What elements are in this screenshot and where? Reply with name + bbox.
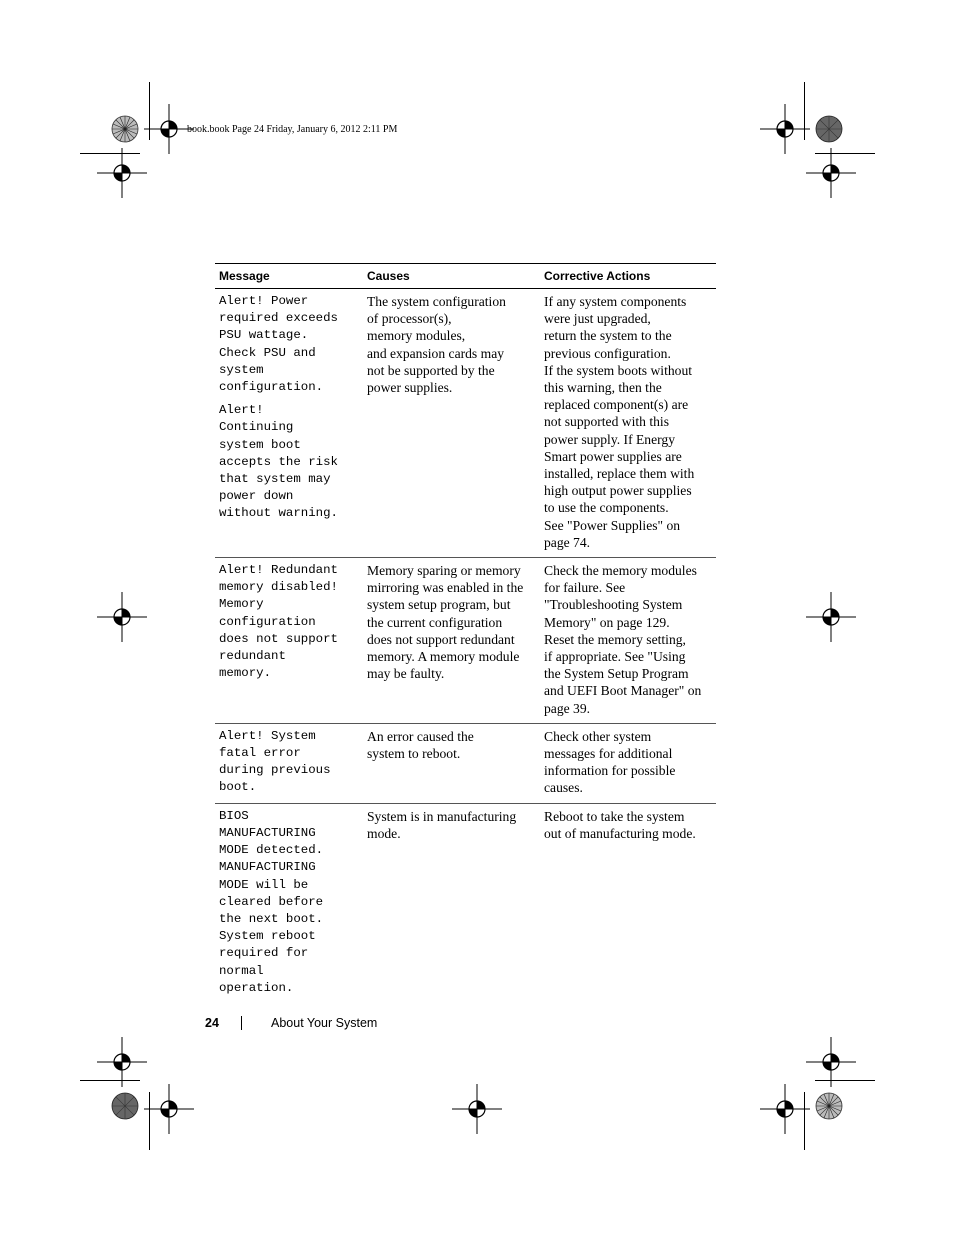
action-text: If any system components were just upgraded, return the system to the previous configuration. If the system boots without this warning, then the replaced component(s) are not supported with this power supply. If Energy Smart power supplies are installed, replace them with high output power supplies to use the components. See "Power Supplies" on page 74.: [544, 294, 695, 550]
print-slug: book.book Page 24 Friday, January 6, 2012 2:11 PM: [187, 124, 398, 135]
page-number: 24: [205, 1016, 219, 1030]
registration-mark-icon: [760, 104, 810, 154]
message-text: BIOS MANUFACTURING MODE detected. MANUFACTURING MODE will be cleared before the next boot. System reboot required for normal operation.: [219, 808, 324, 995]
registration-mark-icon: [760, 1084, 810, 1134]
cause-text: An error caused the system to reboot.: [367, 728, 474, 762]
registration-mark-icon: [144, 1084, 194, 1134]
action-cell: [544, 289, 716, 557]
crop-mark: [804, 1092, 805, 1150]
message-text: Alert! Continuing system boot accepts the risk that system may power down without warning.: [219, 403, 338, 521]
action-cell: [544, 804, 716, 1003]
crop-mark: [149, 1092, 150, 1150]
cause-cell: [367, 289, 544, 557]
table-row: [215, 289, 716, 558]
table-header: [215, 263, 716, 289]
crop-mark: [149, 82, 150, 140]
message-text: Alert! System fatal error during previous boot.: [219, 728, 331, 795]
crop-mark: [804, 82, 805, 140]
section-title: About Your System: [271, 1016, 378, 1030]
cause-text: Memory sparing or memory mirroring was enabled in the system setup program, but the current configuration does not support redundant memory. A memory module may be faulty.: [367, 563, 524, 682]
cause-text: The system configuration of processor(s), memory modules, and expansion cards may not be supported by the power supplies.: [367, 294, 506, 396]
table-row: [215, 558, 716, 724]
message-cell: [215, 804, 367, 1003]
crop-mark: [815, 1080, 875, 1081]
starburst-target-icon: [815, 1092, 843, 1120]
registration-mark-icon: [806, 592, 856, 642]
column-header-message: Message: [219, 269, 270, 283]
message-cell: [215, 558, 367, 723]
table-row: [215, 724, 716, 804]
message-cell: [215, 289, 367, 557]
cause-text: System is in manufacturing mode.: [367, 808, 517, 841]
registration-mark-icon: [806, 148, 856, 198]
starburst-target-icon: [111, 1092, 139, 1120]
cause-cell: [367, 724, 544, 803]
footer-divider: [241, 1016, 242, 1030]
crop-mark: [815, 153, 875, 154]
registration-mark-icon: [97, 592, 147, 642]
starburst-target-icon: [815, 115, 843, 143]
registration-mark-icon: [97, 148, 147, 198]
system-messages-table: [215, 263, 716, 1003]
crop-mark: [80, 153, 140, 154]
action-cell: [544, 558, 716, 723]
action-cell: [544, 724, 716, 803]
action-text: Check other system messages for additional information for possible causes.: [544, 728, 676, 796]
message-text: Alert! Power required exceeds PSU wattage. Check PSU and system configuration.: [219, 294, 338, 395]
action-text: Reboot to take the system out of manufacturing mode.: [544, 808, 696, 841]
registration-mark-icon: [452, 1084, 502, 1134]
message-text: Alert! Redundant memory disabled! Memory configuration does not support redundant memory.: [219, 563, 338, 681]
column-header-causes: Causes: [367, 269, 410, 283]
starburst-target-icon: [111, 115, 139, 143]
cause-cell: [367, 558, 544, 723]
action-text: Check the memory modules for failure. See "Troubleshooting System Memory" on page 129. Reset the memory setting, if appropriate. See "Using the System Setup Program and UEFI Boot Manager" on page 39.: [544, 563, 702, 716]
crop-mark: [80, 1080, 140, 1081]
column-header-corrective-actions: Corrective Actions: [544, 269, 651, 283]
cause-cell: [367, 804, 544, 1003]
table-row: [215, 804, 716, 1003]
page-footer: [205, 1016, 377, 1030]
message-cell: [215, 724, 367, 803]
